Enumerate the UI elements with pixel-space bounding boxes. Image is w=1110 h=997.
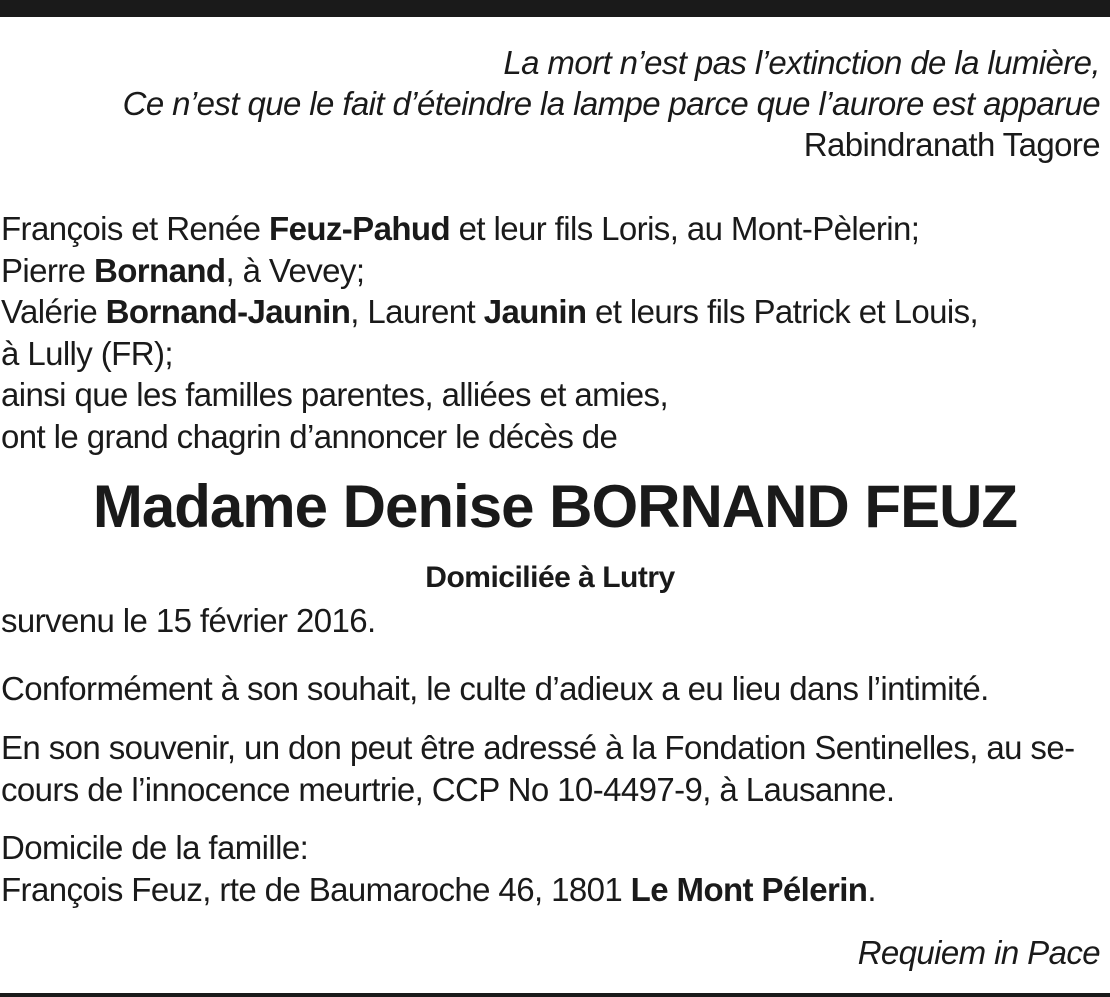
family-line-5: ainsi que les familles parentes, alliées et amies, xyxy=(1,376,669,413)
family-line-1-post: et leur fils Loris, au Mont-Pèlerin; xyxy=(450,210,920,247)
family-announcement xyxy=(1,208,978,457)
date-of-death: survenu le 15 février 2016. xyxy=(1,602,376,639)
family-name-jaunin: Jaunin xyxy=(483,293,587,330)
closing-phrase: Requiem in Pace xyxy=(857,934,1100,971)
family-line-1 xyxy=(1,208,978,250)
family-line-2-pre: Pierre xyxy=(1,251,94,289)
family-name-bornand-jaunin: Bornand-Jaunin xyxy=(105,293,351,330)
family-name-feuz-pahud: Feuz-Pahud xyxy=(269,210,451,247)
family-home-label: Domicile de la famille: xyxy=(1,829,309,866)
epigraph-quote xyxy=(123,42,1100,165)
family-line-2-post: , à Vevey; xyxy=(225,251,365,289)
family-line-3-mid: , Laurent xyxy=(350,293,484,330)
quote-author: Rabindranath Tagore xyxy=(803,126,1100,163)
ceremony-notice: Conformément à son souhait, le culte d’adieux a eu lieu dans l’intimité. xyxy=(1,670,989,707)
family-home-end: . xyxy=(867,870,876,908)
family-line-3-post: et leurs fils Patrick et Louis, xyxy=(586,293,979,330)
deceased-domicile: Domiciliée à Lutry xyxy=(425,561,675,594)
bottom-border-rule xyxy=(0,993,1110,997)
donation-notice xyxy=(1,727,1074,810)
family-line-6: ont le grand chagrin d’annoncer le décès de xyxy=(1,417,618,455)
quote-line-1: La mort n’est pas l’extinction de la lumière, xyxy=(503,44,1100,81)
family-home xyxy=(1,827,876,910)
family-line-3-pre: Valérie xyxy=(1,293,106,330)
family-line-2 xyxy=(1,250,978,292)
deceased-name: Madame Denise BORNAND FEUZ xyxy=(92,473,1018,540)
top-border-rule xyxy=(0,0,1110,17)
family-name-bornand: Bornand xyxy=(94,251,226,289)
family-line-3 xyxy=(1,291,978,333)
donation-line-2: cours de l’innocence meurtrie, CCP No 10-4497-9, à Lausanne. xyxy=(1,770,895,808)
donation-line-1: En son souvenir, un don peut être adressé à la Fondation Sentinelles, au se- xyxy=(1,729,1075,766)
family-line-4: à Lully (FR); xyxy=(1,334,173,372)
family-home-locality: Le Mont Pélerin xyxy=(630,870,868,908)
quote-line-2: Ce n’est que le fait d’éteindre la lampe parce que l’aurore est apparue xyxy=(122,85,1100,122)
family-home-address-line xyxy=(1,869,876,911)
family-line-1-pre: François et Renée xyxy=(1,210,270,247)
family-home-address: François Feuz, rte de Baumaroche 46, 1801 xyxy=(1,870,631,908)
